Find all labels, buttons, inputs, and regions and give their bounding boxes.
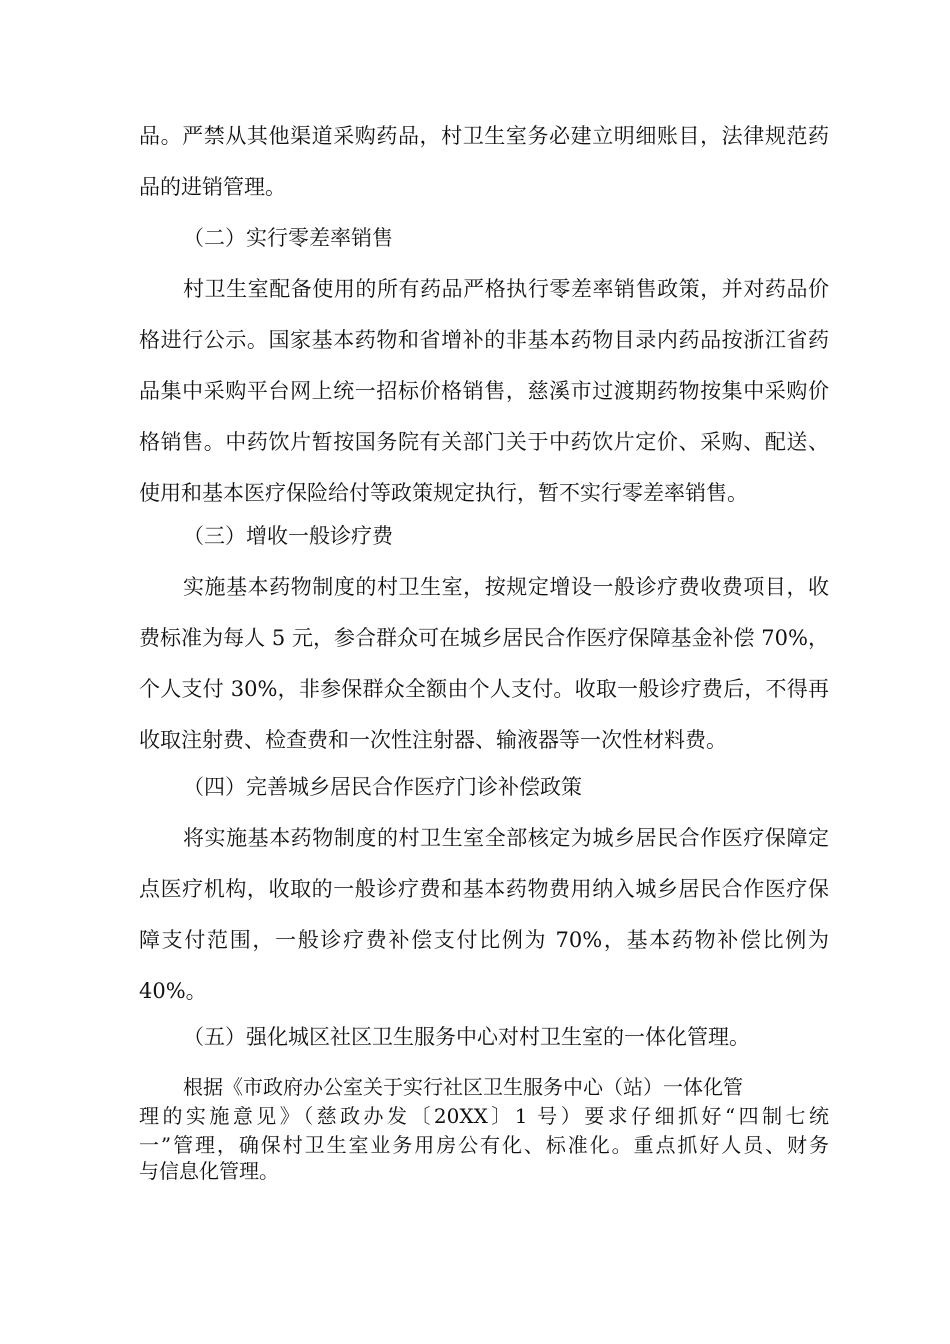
paragraph-line: 将实施基本药物制度的村卫生室全部核定为城乡居民合作医疗保障定 — [183, 826, 829, 850]
paragraph-line: 村卫生室配备使用的所有药品严格执行零差率销售政策，并对药品价 — [183, 277, 829, 301]
paragraph-line: 与信息化管理。 — [139, 1159, 279, 1183]
paragraph-line: 理的实施意见》（慈政办发〔20XX〕1 号）要求仔细抓好“四制七统 — [139, 1104, 829, 1128]
paragraph-line: 点医疗机构，收取的一般诊疗费和基本药物费用纳入城乡居民合作医疗保 — [139, 877, 829, 901]
paragraph-line: 品集中采购平台网上统一招标价格销售，慈溪市过渡期药物按集中采购价 — [139, 379, 829, 403]
paragraph-line: 品。严禁从其他渠道采购药品，村卫生室务必建立明细账目，法律规范药 — [139, 124, 829, 148]
paragraph-line: 根据《市政府办公室关于实行社区卫生服务中心（站）一体化管 — [183, 1075, 743, 1099]
section-heading-2: （二）实行零差率销售 — [183, 226, 393, 250]
paragraph-line: 费标准为每人 5 元，参合群众可在城乡居民合作医疗保障基金补偿 70%， — [139, 626, 829, 650]
paragraph-line: 格销售。中药饮片暂按国务院有关部门关于中药饮片定价、采购、配送、 — [139, 430, 829, 454]
paragraph-line: 使用和基本医疗保险给付等政策规定执行，暂不实行零差率销售。 — [139, 481, 748, 505]
paragraph-line: 个人支付 30%，非参保群众全额由个人支付。收取一般诊疗费后，不得再 — [139, 677, 829, 701]
paragraph-line: 实施基本药物制度的村卫生室，按规定增设一般诊疗费收费项目，收 — [183, 575, 829, 599]
paragraph-line: 收取注射费、检查费和一次性注射器、输液器等一次性材料费。 — [139, 728, 727, 752]
section-heading-3: （三）增收一般诊疗费 — [183, 524, 393, 548]
paragraph-line: 品的进销管理。 — [139, 175, 286, 199]
paragraph-line: 40%。 — [139, 979, 207, 1003]
paragraph-line: 障支付范围，一般诊疗费补偿支付比例为 70%，基本药物补偿比例为 — [139, 928, 829, 952]
paragraph-line: 一”管理，确保村卫生室业务用房公有化、标准化。重点抓好人员、财务 — [139, 1133, 829, 1157]
section-heading-4: （四）完善城乡居民合作医疗门诊补偿政策 — [183, 775, 582, 799]
paragraph-line: 格进行公示。国家基本药物和省增补的非基本药物目录内药品按浙江省药 — [139, 328, 829, 352]
section-heading-5: （五）强化城区社区卫生服务中心对村卫生室的一体化管理。 — [183, 1025, 750, 1049]
